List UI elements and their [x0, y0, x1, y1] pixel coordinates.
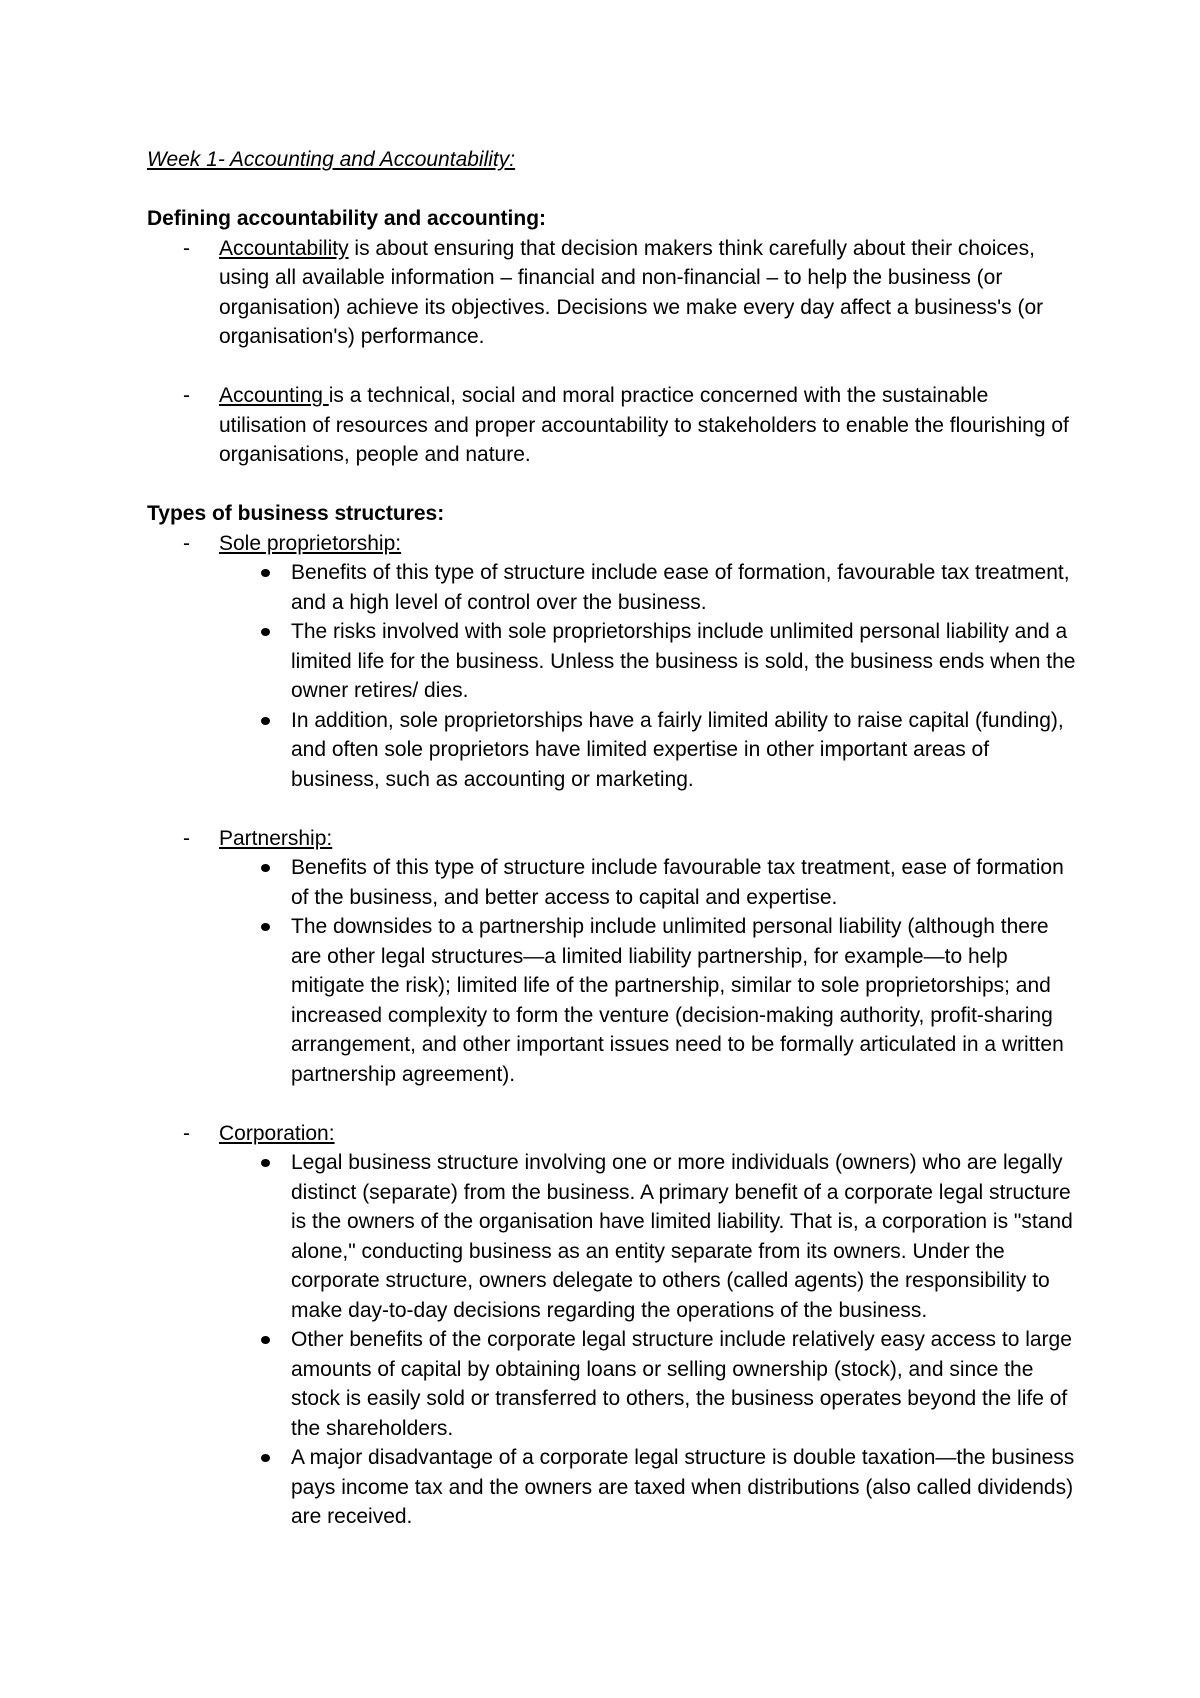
dash-marker: -	[183, 1121, 190, 1145]
term-accounting: Accounting	[219, 384, 329, 407]
bullet-item	[219, 1325, 1077, 1443]
bullet-text: The downsides to a partnership include unlimited personal liability (although there are other legal structures—a limited liability partnership, for example—to help mitigate the risk); limited life of the partnership, similar to sole proprietorships; and increased complexity to form the venture (decision-making authority, profit-sharing arrangement, and other important issues need to be formally articulated in a written partnership agreement).	[291, 915, 1064, 1086]
dash-marker: -	[183, 384, 190, 407]
document-title: Week 1- Accounting and Accountability:	[147, 148, 516, 171]
term-corporation: Corporation:	[219, 1121, 335, 1145]
bullet-text: Benefits of this type of structure include ease of formation, favourable tax treatment, and a high level of control over the business.	[291, 561, 1070, 614]
bullet-item	[219, 1443, 1077, 1532]
term-sole-proprietorship: Sole proprietorship:	[219, 531, 402, 555]
bullet-dot-icon	[261, 717, 270, 725]
bullet-item	[219, 1148, 1077, 1325]
definition-accountability: is about ensuring that decision makers think carefully about their choices, using all available information – financial and non-financial – to help the business (or organisation) achieve its objectives. Decisions we make every day affect a business's (or organisation's) performance.	[219, 236, 1044, 348]
dash-marker: -	[183, 236, 190, 260]
list-item-partnership	[147, 824, 1077, 1090]
sole-proprietorship-bullets	[219, 558, 1077, 794]
bullet-dot-icon	[261, 864, 270, 872]
partnership-bullets	[219, 853, 1077, 1089]
list-item-corporation	[147, 1119, 1077, 1532]
list-item-accounting	[147, 381, 1077, 470]
term-partnership: Partnership:	[219, 826, 333, 850]
bullet-text: The risks involved with sole proprietorships include unlimited personal liability and a limited life for the business. Unless the business is sold, the business ends when the owner retires/ dies.	[291, 620, 1076, 702]
bullet-text: Benefits of this type of structure include favourable tax treatment, ease of formation of the business, and better access to capital and expertise.	[291, 856, 1064, 909]
bullet-item	[219, 912, 1077, 1089]
bullet-text: A major disadvantage of a corporate legal structure is double taxation—the business pays income tax and the owners are taxed when distributions (also called dividends) are received.	[291, 1446, 1075, 1528]
section-heading-defining: Defining accountability and accounting:	[147, 207, 547, 230]
section-heading-business-structures: Types of business structures:	[147, 502, 445, 525]
definitions-list	[147, 234, 1077, 470]
definition-accounting: is a technical, social and moral practice concerned with the sustainable utilisation of resources and proper accountability to stakeholders to enable the flourishing of organisations, people and nature.	[219, 384, 1069, 466]
list-item-accountability	[147, 234, 1077, 352]
bullet-item	[219, 617, 1077, 706]
document-page	[147, 145, 1077, 1532]
bullet-dot-icon	[261, 569, 270, 577]
list-item-sole-proprietorship	[147, 529, 1077, 795]
bullet-dot-icon	[261, 923, 270, 931]
dash-marker: -	[183, 826, 190, 850]
business-structures-list	[147, 529, 1077, 1532]
bullet-text: Other benefits of the corporate legal structure include relatively easy access to large amounts of capital by obtaining loans or selling ownership (stock), and since the stock is easily sold or transferred to others, the business operates beyond the life of the shareholders.	[291, 1328, 1072, 1440]
dash-marker: -	[183, 531, 190, 555]
bullet-text: In addition, sole proprietorships have a fairly limited ability to raise capital (funding), and often sole proprietors have limited expertise in other important areas of business, such as accounting or marketing.	[291, 708, 1064, 791]
bullet-dot-icon	[261, 628, 270, 636]
bullet-dot-icon	[261, 1454, 270, 1462]
bullet-text: Legal business structure involving one or more individuals (owners) who are legally distinct (separate) from the business. A primary benefit of a corporate legal structure is the owners of the organisation have limited liability. That is, a corporation is "stand alone," conducting business as an entity separate from its owners. Under the corporate structure, owners delegate to others (called agents) the responsibility to make day-to-day decisions regarding the operations of the business.	[291, 1151, 1073, 1322]
term-accountability: Accountability	[219, 236, 349, 260]
bullet-dot-icon	[261, 1159, 270, 1167]
bullet-item	[219, 706, 1077, 795]
bullet-item	[219, 558, 1077, 617]
bullet-dot-icon	[261, 1336, 270, 1344]
bullet-item	[219, 853, 1077, 912]
corporation-bullets	[219, 1148, 1077, 1532]
